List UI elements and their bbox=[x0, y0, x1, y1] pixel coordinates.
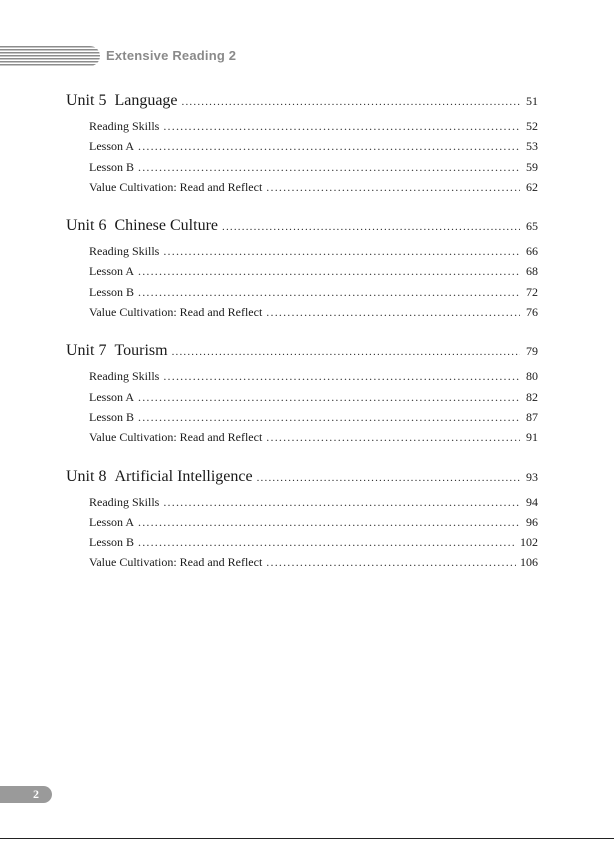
dot-leader bbox=[172, 346, 520, 358]
toc-entry[interactable] bbox=[66, 160, 538, 180]
dot-leader bbox=[138, 515, 520, 530]
entry-label: Value Cultivation: Read and Reflect bbox=[89, 305, 263, 320]
toc-entry[interactable] bbox=[66, 535, 538, 555]
toc-unit-heading[interactable] bbox=[66, 342, 538, 365]
header-stripe-decoration bbox=[0, 46, 100, 66]
unit-page-number: 79 bbox=[526, 344, 538, 359]
dot-leader bbox=[138, 535, 516, 550]
unit-page-number: 51 bbox=[526, 94, 538, 108]
page-number-badge: 2 bbox=[0, 786, 52, 803]
entry-page-number: 94 bbox=[526, 494, 538, 509]
toc-entry[interactable] bbox=[66, 244, 538, 264]
entry-label: Reading Skills bbox=[89, 119, 160, 133]
entry-label: Reading Skills bbox=[89, 494, 160, 509]
dot-leader bbox=[138, 410, 520, 425]
toc-entry[interactable] bbox=[66, 180, 538, 200]
toc-unit bbox=[66, 92, 538, 200]
dot-leader bbox=[222, 221, 520, 233]
toc-entry[interactable] bbox=[66, 555, 538, 575]
entry-page-number: 82 bbox=[526, 389, 538, 404]
unit-title: Language bbox=[114, 92, 178, 109]
toc-unit-heading[interactable] bbox=[66, 468, 538, 491]
unit-number: Unit 7 bbox=[66, 342, 107, 360]
entry-page-number: 87 bbox=[526, 409, 538, 424]
entry-page-number: 76 bbox=[526, 305, 538, 320]
entry-page-number: 80 bbox=[526, 369, 538, 384]
entry-label: Lesson B bbox=[89, 284, 134, 299]
entry-label: Value Cultivation: Read and Reflect bbox=[89, 555, 263, 570]
toc-entry[interactable] bbox=[66, 410, 538, 430]
dot-leader bbox=[138, 160, 520, 175]
entry-page-number: 102 bbox=[520, 535, 538, 550]
entry-page-number: 91 bbox=[526, 430, 538, 445]
toc-unit bbox=[66, 217, 538, 325]
entry-label: Lesson A bbox=[89, 389, 134, 404]
unit-page-number: 65 bbox=[526, 219, 538, 234]
toc-entry[interactable] bbox=[66, 264, 538, 284]
toc-entry[interactable] bbox=[66, 369, 538, 389]
entry-label: Reading Skills bbox=[89, 369, 160, 384]
table-of-contents bbox=[66, 92, 538, 593]
entry-page-number: 68 bbox=[526, 264, 538, 279]
toc-unit-heading[interactable] bbox=[66, 92, 538, 115]
toc-unit-heading[interactable] bbox=[66, 217, 538, 240]
toc-unit bbox=[66, 342, 538, 450]
dot-leader bbox=[266, 180, 520, 195]
toc-entry[interactable] bbox=[66, 430, 538, 450]
dot-leader bbox=[163, 495, 520, 510]
dot-leader bbox=[163, 369, 520, 384]
dot-leader bbox=[138, 139, 520, 154]
running-header-title: Extensive Reading 2 bbox=[106, 48, 237, 63]
dot-leader bbox=[182, 96, 520, 108]
toc-entry[interactable] bbox=[66, 139, 538, 159]
dot-leader bbox=[266, 305, 520, 320]
toc-entry[interactable] bbox=[66, 495, 538, 515]
unit-title: Chinese Culture bbox=[114, 217, 218, 235]
unit-title: Tourism bbox=[114, 342, 168, 360]
toc-entry[interactable] bbox=[66, 390, 538, 410]
entry-label: Lesson A bbox=[89, 514, 134, 529]
unit-title: Artificial Intelligence bbox=[114, 467, 253, 485]
entry-page-number: 59 bbox=[526, 159, 538, 174]
dot-leader bbox=[266, 555, 516, 570]
entry-page-number: 62 bbox=[526, 179, 538, 194]
bottom-divider bbox=[0, 838, 614, 839]
dot-leader bbox=[138, 390, 520, 405]
dot-leader bbox=[163, 119, 520, 134]
entry-label: Value Cultivation: Read and Reflect bbox=[89, 179, 263, 194]
dot-leader bbox=[138, 264, 520, 279]
entry-label: Reading Skills bbox=[89, 244, 160, 259]
entry-label: Lesson A bbox=[89, 139, 134, 154]
entry-page-number: 96 bbox=[526, 514, 538, 529]
entry-label: Value Cultivation: Read and Reflect bbox=[89, 430, 263, 445]
dot-leader bbox=[257, 472, 520, 484]
unit-page-number: 93 bbox=[526, 469, 538, 484]
entry-page-number: 72 bbox=[526, 284, 538, 299]
toc-entry[interactable] bbox=[66, 515, 538, 535]
entry-page-number: 52 bbox=[526, 119, 538, 133]
entry-label: Lesson A bbox=[89, 264, 134, 279]
entry-label: Lesson B bbox=[89, 159, 134, 174]
toc-unit bbox=[66, 468, 538, 576]
unit-number: Unit 8 bbox=[66, 467, 107, 485]
unit-number: Unit 5 bbox=[66, 92, 107, 109]
unit-number: Unit 6 bbox=[66, 217, 107, 235]
dot-leader bbox=[163, 244, 520, 259]
dot-leader bbox=[266, 430, 520, 445]
entry-page-number: 53 bbox=[526, 139, 538, 154]
toc-entry[interactable] bbox=[66, 119, 538, 139]
dot-leader bbox=[138, 285, 520, 300]
toc-entry[interactable] bbox=[66, 305, 538, 325]
entry-page-number: 66 bbox=[526, 244, 538, 259]
entry-label: Lesson B bbox=[89, 409, 134, 424]
entry-page-number: 106 bbox=[520, 555, 538, 570]
toc-entry[interactable] bbox=[66, 285, 538, 305]
entry-label: Lesson B bbox=[89, 535, 134, 550]
